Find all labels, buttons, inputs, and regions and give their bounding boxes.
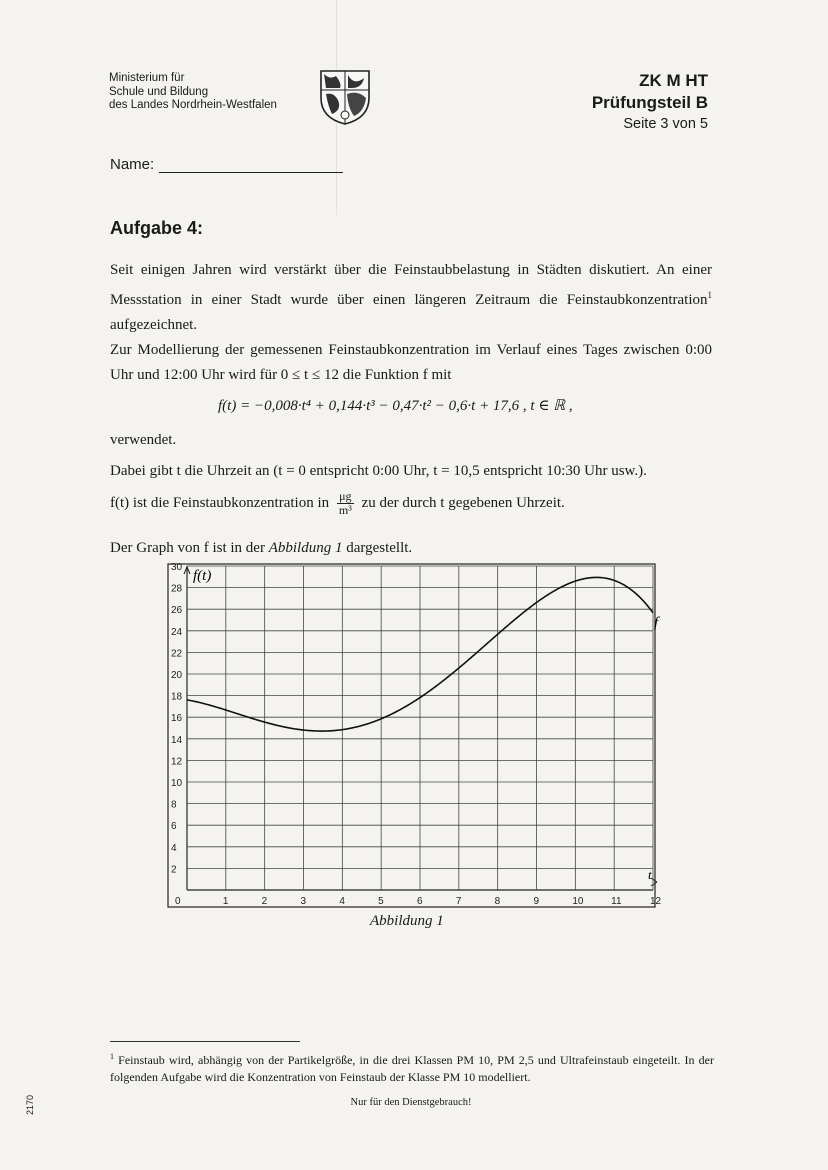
x-tick-label: 10 xyxy=(572,896,584,907)
y-tick-label: 12 xyxy=(171,756,183,768)
y-tick-label: 2 xyxy=(171,864,177,876)
y-tick-label: 30 xyxy=(171,562,183,573)
footnote-divider xyxy=(110,1041,300,1042)
x-tick-label: 6 xyxy=(417,896,423,907)
footnote xyxy=(110,1048,714,1086)
task-paragraph-4: Dabei gibt t die Uhrzeit an (t = 0 entspricht 0:00 Uhr, t = 10,5 entspricht 10:30 Uhr usw.). xyxy=(110,463,647,479)
exam-part: Prüfungsteil B xyxy=(591,93,708,112)
x-tick-label: 5 xyxy=(378,896,384,907)
x-tick-label: 0 xyxy=(175,896,181,907)
internal-use-note: Nur für den Dienstgebrauch! xyxy=(350,1097,472,1108)
exam-code: ZK M HT xyxy=(639,71,708,90)
paragraph-6-c: dargestellt. xyxy=(342,540,413,556)
curve-label: f xyxy=(654,614,659,631)
unit-numerator: μg xyxy=(339,489,352,503)
y-tick-label: 20 xyxy=(171,670,183,681)
ministry-line-2: Schule und Bildung xyxy=(109,85,209,98)
task-paragraph-2: Zur Modellierung der gemessenen Feinstaubkonzentration im Verlauf eines Tages zwischen 0:00 Uhr und 12:00 Uhr wird für 0 ≤ t ≤ 12 die Funktion f mit xyxy=(110,342,712,383)
y-tick-label: 26 xyxy=(171,605,183,617)
y-tick-label: 14 xyxy=(171,734,183,746)
name-input-line[interactable] xyxy=(159,156,343,173)
x-tick-label: 2 xyxy=(261,896,268,907)
y-tick-label: 8 xyxy=(171,799,177,811)
task-title: Aufgabe 4: xyxy=(110,218,204,238)
y-tick-label: 22 xyxy=(171,648,183,660)
task-paragraph-5 xyxy=(110,490,712,517)
x-tick-label: 3 xyxy=(300,896,307,907)
ministry-line-3: des Landes Nordrhein-Westfalen xyxy=(109,99,277,111)
x-axis-label: t xyxy=(648,867,652,882)
y-tick-label: 24 xyxy=(171,626,183,638)
task-paragraph-6 xyxy=(110,536,712,561)
x-tick-label: 11 xyxy=(611,896,622,907)
chart-frame xyxy=(168,564,655,907)
side-code: 2170 xyxy=(25,1094,35,1115)
nrw-coat-of-arms-icon xyxy=(318,68,372,126)
paragraph-6-a: Der Graph von f ist in der xyxy=(110,540,269,556)
chart-tick-labels xyxy=(171,562,662,907)
footnote-mark: 1 xyxy=(110,1052,114,1061)
unit-denominator: m³ xyxy=(338,503,352,517)
y-tick-label: 10 xyxy=(171,778,183,789)
x-tick-label: 9 xyxy=(533,896,540,907)
function-formula: f(t) = −0,008·t⁴ + 0,144·t³ − 0,47·t² − 0,6·t + 17,6 , t ∈ ℝ , xyxy=(218,398,573,414)
ministry-line-1: Ministerium für xyxy=(109,72,185,84)
footnote-text: Feinstaub wird, abhängig von der Partikelgröße, in die drei Klassen PM 10, PM 2,5 und Ultrafeinstaub eingeteilt. In der folgenden Aufgabe wird die Konzentration von Feinstaub der Klasse PM 10 modelliert. xyxy=(110,1053,715,1084)
y-tick-label: 28 xyxy=(171,583,183,595)
x-tick-label: 7 xyxy=(455,896,462,907)
exam-header xyxy=(592,70,708,134)
y-tick-label: 6 xyxy=(171,821,177,833)
y-tick-label: 18 xyxy=(171,691,183,703)
x-axis-arrow xyxy=(651,878,657,886)
ministry-block xyxy=(109,72,277,113)
x-tick-label: 1 xyxy=(222,896,229,907)
footnote-ref: 1 xyxy=(707,290,712,300)
task-paragraph-3: verwendet. xyxy=(110,432,177,448)
paragraph-1-text: Seit einigen Jahren wird verstärkt über die Feinstaubbelastung in Städten diskutiert. An einer Messstation in einer Stadt wurde über einen längeren Zeitraum die Feinstaubkonzentration xyxy=(110,262,712,308)
unit-fraction xyxy=(337,490,353,517)
page-number: Seite 3 von 5 xyxy=(623,116,708,132)
y-axis-label: f(t) xyxy=(193,568,212,584)
y-tick-label: 4 xyxy=(171,842,177,854)
paragraph-6-figref: Abbildung 1 xyxy=(268,540,343,556)
y-tick-label: 16 xyxy=(171,713,183,725)
paragraph-5-start: f(t) ist die Feinstaubkonzentration in xyxy=(110,495,330,511)
name-label: Name: xyxy=(110,156,155,173)
figure-caption: Abbildung 1 xyxy=(370,913,444,929)
paragraph-1-end: aufgezeichnet. xyxy=(110,317,198,333)
x-tick-label: 4 xyxy=(339,896,345,907)
paragraph-5-end: zu der durch t gegebenen Uhrzeit. xyxy=(361,495,565,511)
task-paragraph-1 xyxy=(110,258,712,338)
name-row xyxy=(110,156,343,173)
x-tick-label: 8 xyxy=(494,896,501,907)
function-graph-chart xyxy=(167,562,662,910)
x-tick-label: 12 xyxy=(650,896,662,907)
chart-grid xyxy=(168,564,657,907)
